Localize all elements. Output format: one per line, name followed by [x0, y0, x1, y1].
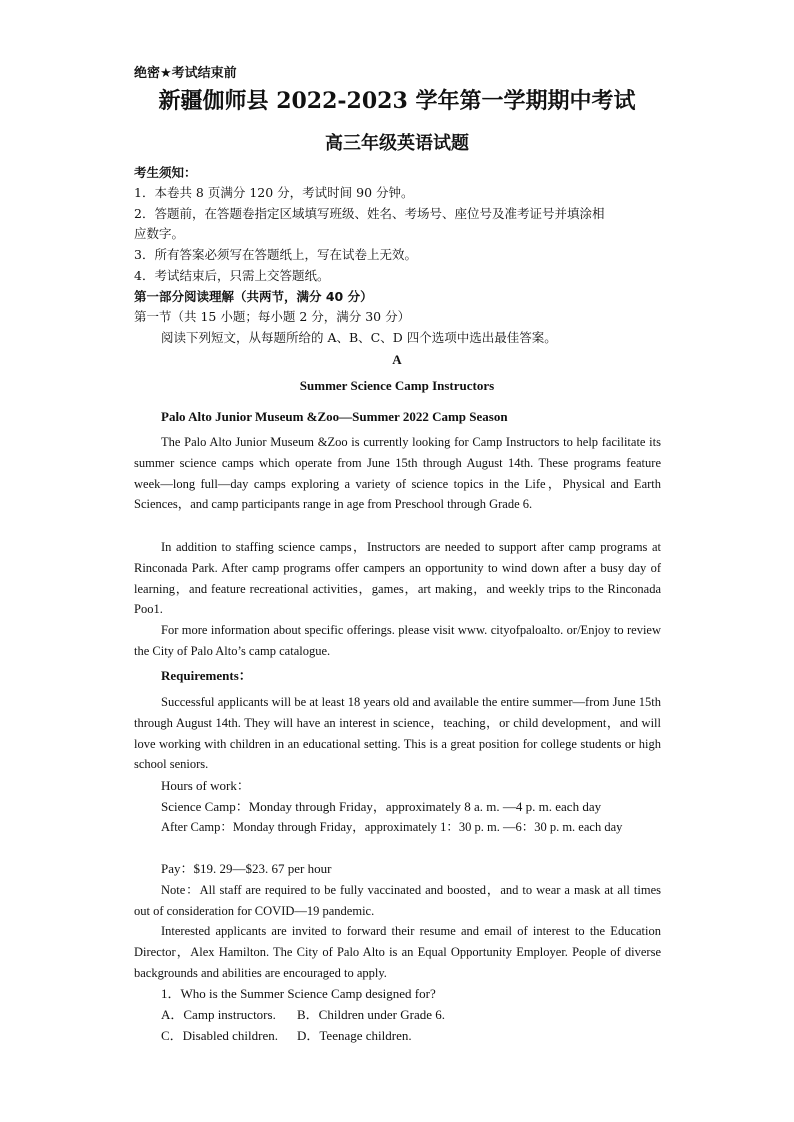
part-heading: 第一部分阅读理解（共两节，满分 40 分）: [134, 289, 373, 304]
exam-subtitle: 高三年级英语试题: [325, 133, 469, 154]
option-d: D．Teenage children.: [297, 1028, 412, 1043]
passage-paragraph: For more information about specific offerings. please visit www. cityofpaloalto. or/Enjoy to review the City of Palo Alto’s camp catalogue.: [134, 623, 661, 658]
passage-paragraph: Successful applicants will be at least 18 years old and available the entire summer—from June 15th through August 14th. They will have an interest in science，teaching，or child development，and will love working with children in an educational setting. This is a great position for college students or high school seniors.: [134, 695, 661, 772]
notice-item: 1．本卷共 8 页满分 120 分，考试时间 90 分钟。: [134, 185, 414, 200]
covid-note: Note：All staff are required to be fully vaccinated and boosted，and to wear a mask at all times out of consideration for COVID—19 pandemic.: [134, 883, 661, 918]
notice-item: 应数字。: [134, 226, 185, 241]
option-b: B．Children under Grade 6.: [297, 1007, 446, 1022]
exam-title: 新疆伽师县 2022-2023 学年第一学期期中考试: [158, 88, 636, 114]
confidential-label: 绝密★考试结束前: [134, 66, 237, 81]
section-heading: 第一节（共 15 小题；每小题 2 分，满分 30 分）: [134, 309, 411, 324]
notice-item: 3．所有答案必须写在答题纸上，写在试卷上无效。: [134, 247, 417, 262]
passage-paragraph: In addition to staffing science camps，Instructors are needed to support after camp programs at Rinconada Park. After camp programs offer campers an opportunity to wind down after a busy day of learning，and feature recreational activities，games，art making，and weekly trips to the Rinconada Poo1.: [134, 540, 661, 617]
passage-title: Summer Science Camp Instructors: [299, 378, 495, 393]
notice-item: 2．答题前，在答题卷指定区域填写班级、姓名、考场号、座位号及准考证号并填涂相: [134, 206, 605, 221]
hours-label: Hours of work：: [161, 778, 250, 793]
pay-info: Pay：$19. 29—$23. 67 per hour: [161, 861, 332, 876]
passage-paragraph: Interested applicants are invited to forward their resume and email of interest to the Education Director，Alex Hamilton. The City of Palo Alto is an Equal Opportunity Employer. People of diverse backgrounds and abilities are encouraged to apply.: [134, 924, 661, 980]
science-camp-hours: Science Camp：Monday through Friday，approximately 8 a. m. —4 p. m. each day: [161, 799, 602, 814]
notice-item: 4．考试结束后，只需上交答题纸。: [134, 268, 330, 283]
question-stem: 1．Who is the Summer Science Camp designed for?: [161, 986, 436, 1001]
requirements-heading: Requirements：: [161, 668, 252, 683]
option-c: C．Disabled children.: [161, 1028, 278, 1043]
passage-subtitle: Palo Alto Junior Museum &Zoo—Summer 2022 Camp Season: [161, 409, 508, 424]
notice-heading: 考生须知：: [134, 165, 197, 180]
passage-paragraph: The Palo Alto Junior Museum &Zoo is currently looking for Camp Instructors to help facilitate its summer science camps which operate from June 15th through August 14th. These programs feature week—long full—day camps exploring a variety of science topics in the Life，Physical and Earth Sciences，and camp participants range in age from Preschool through Grade 6.: [134, 435, 661, 512]
passage-letter: A: [392, 352, 402, 367]
instruction-text: 阅读下列短文，从每题所给的 A、B、C、D 四个选项中选出最佳答案。: [161, 330, 557, 345]
option-a: A．Camp instructors.: [161, 1007, 276, 1022]
after-camp-hours: After Camp：Monday through Friday，approximately 1：30 p. m. —6：30 p. m. each day: [161, 820, 623, 834]
